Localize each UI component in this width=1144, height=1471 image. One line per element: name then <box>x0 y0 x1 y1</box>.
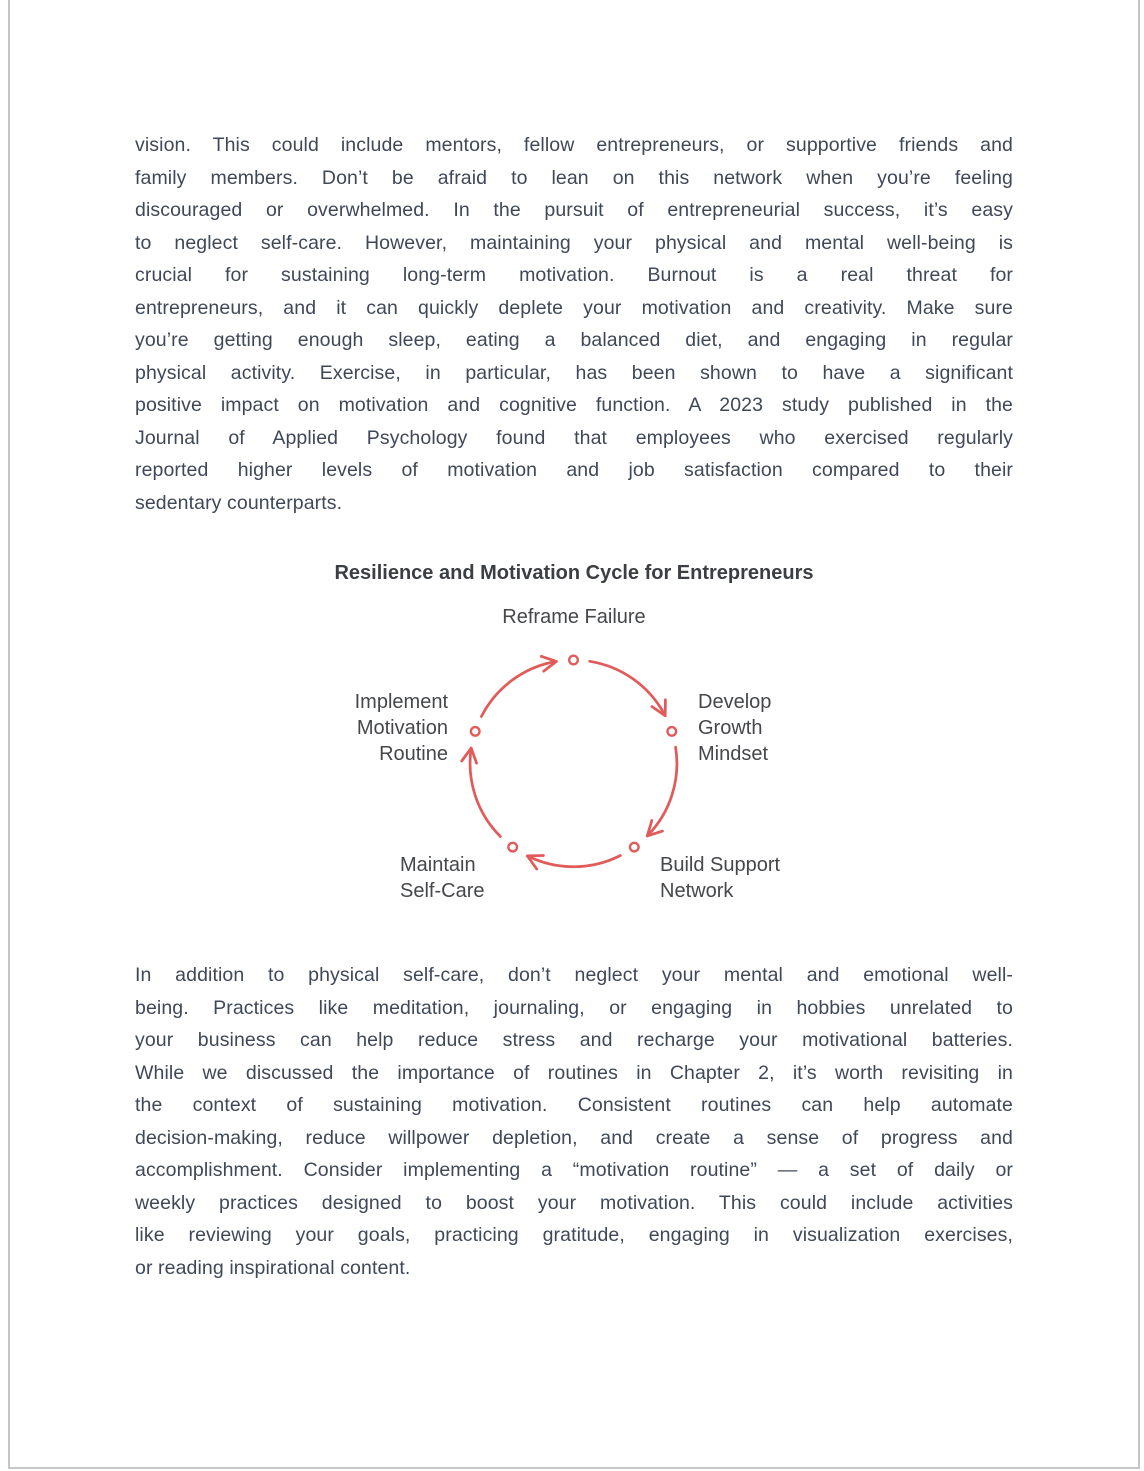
cycle-label-develop-growth-mindset <box>698 689 771 767</box>
label-line: Network <box>660 880 734 902</box>
label-line: Maintain <box>400 854 476 876</box>
label-line: Implement <box>354 691 448 713</box>
cycle-label-maintain-self-care <box>400 852 484 904</box>
cycle-node-dot-maintain-self-care <box>508 843 517 852</box>
text-line: sedentary counterparts. <box>135 491 343 514</box>
cycle-diagram <box>135 585 1013 925</box>
text-line: entrepreneurs, and it can quickly deplete your motivation and creativity. Make sure <box>135 296 1013 319</box>
text-line: positive impact on motivation and cognitive function. A 2023 study published in the <box>135 394 1013 416</box>
text-line: like reviewing your goals, practicing gratitude, engaging in visualization exercises, <box>135 1224 1013 1246</box>
cycle-diagram-svg <box>135 585 1013 925</box>
label-line: Routine <box>379 743 448 765</box>
text-line: In addition to physical self-care, don’t neglect your mental and emotional well- <box>135 964 1013 986</box>
body-paragraph-2 <box>135 959 1013 1284</box>
label-line: Reframe Failure <box>502 606 646 628</box>
text-line: the context of sustaining motivation. Consistent routines can help automate <box>135 1094 1013 1116</box>
text-line: you’re getting enough sleep, eating a balanced diet, and engaging in regular <box>135 329 1013 351</box>
cycle-label-implement-motivation-routine <box>355 689 448 767</box>
text-line: vision. This could include mentors, fellow entrepreneurs, or supportive friends and <box>135 134 1013 156</box>
text-line: your business can help reduce stress and recharge your motivational batteries. <box>135 1029 1013 1051</box>
cycle-node-dot-develop-growth-mindset <box>668 727 677 736</box>
text-line: discouraged or overwhelmed. In the pursuit of entrepreneurial success, it’s easy <box>135 199 1013 221</box>
text-line: While we discussed the importance of routines in Chapter 2, it’s worth revisiting in <box>135 1061 1013 1084</box>
document-page <box>8 0 1140 1469</box>
cycle-node-dot-build-support-network <box>630 843 639 852</box>
cycle-arrow-arc <box>527 856 620 867</box>
text-line: crucial for sustaining long-term motivation. Burnout is a real threat for <box>135 264 1013 286</box>
label-line: Mindset <box>698 743 769 765</box>
text-line: family members. Don’t be afraid to lean on this network when you’re feeling <box>135 166 1013 189</box>
text-line: accomplishment. Consider implementing a “motivation routine” — a set of daily or <box>135 1159 1013 1181</box>
figure-title: Resilience and Motivation Cycle for Entrepreneurs <box>334 562 814 584</box>
label-line: Develop <box>698 691 772 713</box>
text-line: Journal of Applied Psychology found that employees who exercised regularly <box>135 426 1013 449</box>
label-line: Growth <box>698 717 763 739</box>
cycle-label-reframe-failure <box>135 604 1013 630</box>
text-line: decision-making, reduce willpower depletion, and create a sense of progress and <box>135 1126 1013 1149</box>
body-paragraph-1 <box>135 129 1013 519</box>
text-line: weekly practices designed to boost your motivation. This could include activities <box>135 1191 1013 1214</box>
text-line: to neglect self-care. However, maintaining your physical and mental well-being is <box>135 231 1013 254</box>
label-line: Self-Care <box>400 880 485 902</box>
cycle-node-dot-implement-motivation-routine <box>471 727 480 736</box>
cycle-arrowhead <box>652 700 665 716</box>
label-line: Motivation <box>356 717 448 739</box>
text-line: reported higher levels of motivation and job satisfaction compared to their <box>135 459 1013 481</box>
cycle-label-build-support-network <box>660 852 780 904</box>
text-line: physical activity. Exercise, in particular, has been shown to have a significant <box>135 361 1013 384</box>
text-line: being. Practices like meditation, journaling, or engaging in hobbies unrelated to <box>135 996 1013 1019</box>
cycle-node-dot-reframe-failure <box>569 656 578 665</box>
text-line: or reading inspirational content. <box>135 1256 411 1279</box>
label-line: Build Support <box>660 854 781 876</box>
